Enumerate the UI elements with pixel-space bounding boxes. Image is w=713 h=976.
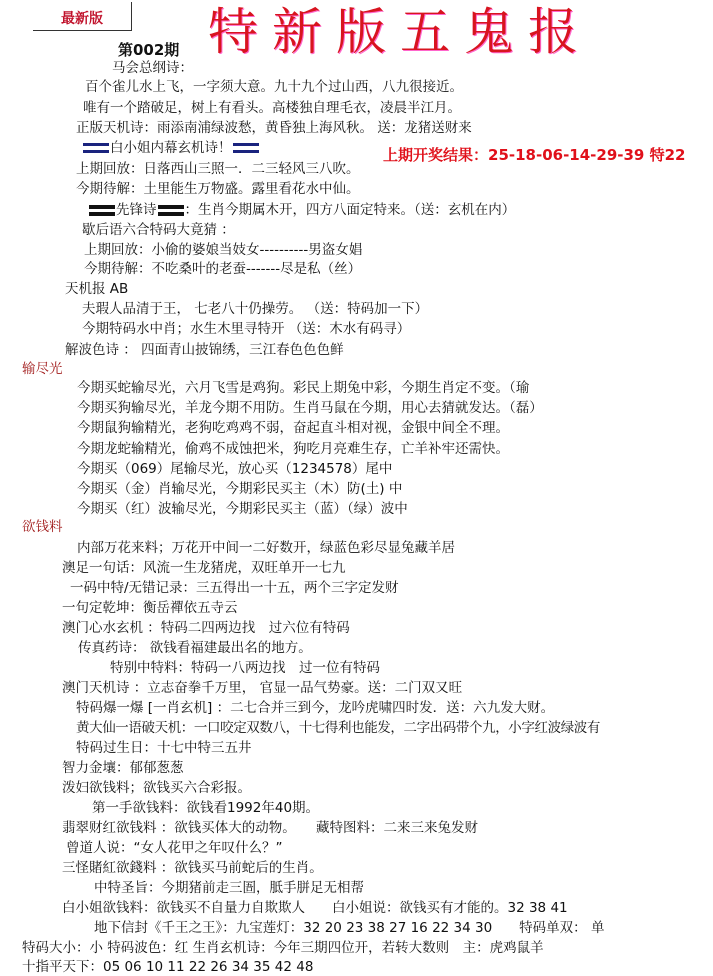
text-line: 智力金壤：郁郁葱葱 <box>62 760 184 776</box>
text-line: 今期买（金）肖输尽光，今期彩民买主（木）防(土) 中 <box>77 481 403 497</box>
text-line: 正版天机诗：雨添南浦绿波愁，黄昏独上海风秋。 送：龙猪送财来 <box>76 120 472 136</box>
text-line: 今期买蛇输尽光，六月飞雪是鸡狗。彩民上期兔中彩，今期生肖定不变。（瑜 <box>77 380 530 396</box>
text-line: 第一手欲钱料：欲钱看1992年40期。 <box>92 800 320 816</box>
text-line: 夫瑕人品清于王， 七老八十仍操劳。 （送：特码加一下） <box>82 301 429 317</box>
issue-number: 第002期 <box>118 41 180 59</box>
poem-line: 唯有一个踏破足，树上有看头。高楼独自理毛衣，凌晨半江月。 <box>83 100 461 116</box>
heading-text: 白小姐内幕玄机诗！ <box>110 140 232 156</box>
text-line: 内部万花来料；万花开中间一二好数开，绿蓝色彩尽显兔藏羊居 <box>77 540 455 556</box>
text-line: 澳足一句话：风流一生龙猪虎，双旺单开一七九 <box>62 560 346 576</box>
text-line: 中特圣旨：今期猪前走三圄，胝手胼足无相帮 <box>94 880 364 896</box>
text-line: 特码过生日：十七中特三五井 <box>76 740 252 756</box>
text-line: 今期待解：不吃桑叶的老蚕-------尽是私（丝） <box>84 261 362 277</box>
text-line: 白小姐欲钱料：欲钱买不自量力自欺欺人 白小姐说：欲钱买有才能的。32 38 41 <box>62 900 568 916</box>
text-line: 三怪賭紅欲錢料 ：欲钱买马前蛇后的生肖。 <box>62 860 323 876</box>
heading-line <box>88 201 515 219</box>
latest-edition-badge <box>33 2 132 31</box>
last-draw-result: 上期开奖结果：25-18-06-14-29-39 特22 <box>383 146 686 164</box>
text-line: 特码爆一爆 [一肖玄机] ：二七合并三到今，龙吟虎啸四时发．送：六九发大财。 <box>76 700 555 716</box>
section-heading: 天机报 AB <box>65 281 129 297</box>
text-line: 上期回放：日落西山三照一．二三轻风三八吹。 <box>76 161 360 177</box>
text-line: 传真药诗： 欲钱看福建最出名的地方。 <box>78 640 312 656</box>
badge-text: 最新版 <box>61 11 103 27</box>
text-line: 澳门天机诗 ：立志奋拳千万里， 官显一品气势豪。送：二门双又旺 <box>62 680 463 696</box>
page-title: 特新版五鬼报 <box>208 3 592 61</box>
double-bar-icon <box>89 205 115 216</box>
text-line: 黄大仙一语破天机：一口咬定双数八，十七得利也能发，二字出码带个九，小字红波绿波有 <box>76 720 600 736</box>
text-line: 翡翠财红欲钱料 ：欲钱买体大的动物。 藏特图料：二来三来兔发财 <box>62 820 479 836</box>
text-line: 澳门心水玄机 ：特码二四两边找 过六位有特码 <box>62 620 350 636</box>
text-line: 歇后语六合特码大竟猜 ： <box>82 222 235 238</box>
double-bar-icon <box>83 143 109 154</box>
text-line: 今期龙蛇输精光，偷鸡不成蚀把米，狗吃月亮难生存，亡羊补牢还需快。 <box>77 441 509 457</box>
double-bar-icon <box>158 205 184 216</box>
poem-line: 百个雀儿水上飞，一字须大意。九十九个过山西，八九很接近。 <box>85 79 463 95</box>
text-line: 上期回放：小偷的婆娘当妓女----------男盗女娼 <box>84 242 363 258</box>
section-heading: 欲钱料 <box>22 519 63 535</box>
text-line: 十指平天下：05 06 10 11 22 26 34 35 42 48 <box>22 959 314 975</box>
text-line: 今期特码水中肖；水生木里寻特开 （送：木水有码寻） <box>82 321 411 337</box>
section-heading: 输尽光 <box>22 361 63 377</box>
text-line: 今期买（069）尾输尽光，放心买（1234578）尾中 <box>77 461 393 477</box>
text-line: 今期待解：土里能生万物盛。露里看花水中仙。 <box>76 181 360 197</box>
heading-line <box>82 139 260 157</box>
text-line: 特别中特料：特码一八两边找 过一位有特码 <box>110 660 380 676</box>
poem-heading: 马会总纲诗： <box>112 60 193 76</box>
double-bar-icon <box>233 143 259 154</box>
text-line: 地下信封《千王之王》：九宝莲灯：32 20 23 38 27 16 22 34 30 特码单双： 单 <box>94 920 605 936</box>
text-line: 一码中特/无错记录：三五得出一十五，两个三字定发财 <box>70 580 399 596</box>
text-line: 特码大小：小 特码波色：红 生肖玄机诗：今年三期四位开，若转大数则 主：虎鸡鼠羊 <box>22 940 544 956</box>
text-line: 解波色诗 ： 四面青山披锦绣，三江春色色色鲜 <box>65 342 344 358</box>
text-line: 一句定乾坤：衡岳禪依五寺云 <box>62 600 238 616</box>
text-line: 今期鼠狗输精光，老狗吃鸡鸡不弱，奋起直斗相对视，金银中间全不理。 <box>77 420 509 436</box>
text-line: 曾道人说：“女人花甲之年叹什么？” <box>66 840 283 856</box>
text: ：生肖今期属木开，四方八面定特来。（送：玄机在内） <box>184 202 516 218</box>
text-line: 今期买（红）波输尽光，今期彩民买主（蓝）（绿）波中 <box>77 501 408 517</box>
text-line: 今期买狗输尽光，羊龙今期不用防。生肖马鼠在今期，用心去猜就发达。（磊） <box>77 400 543 416</box>
heading-text: 先锋诗 <box>116 202 157 218</box>
text-line: 泼妇欲钱料；欲钱买六合彩报。 <box>62 780 251 796</box>
